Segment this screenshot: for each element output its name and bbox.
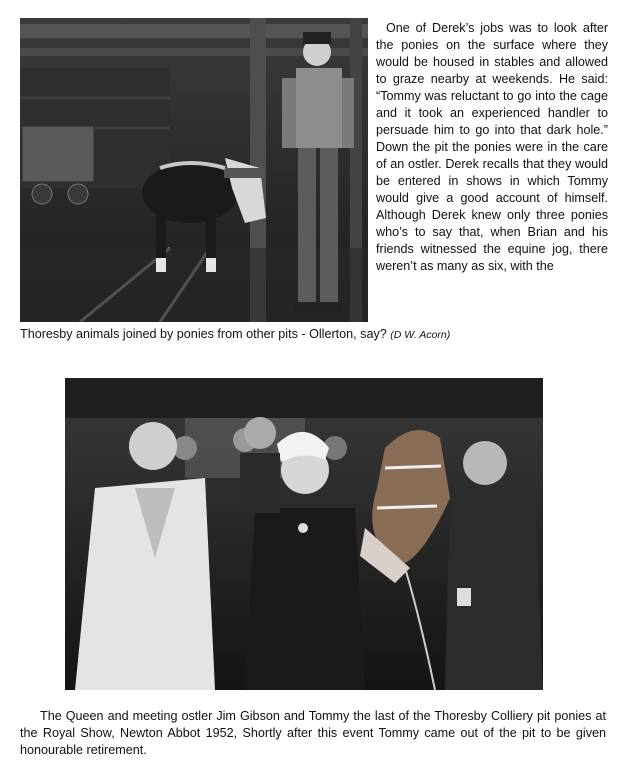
paragraph-line: witnessed the equine jog, there <box>420 242 609 256</box>
paragraph-last-line: Thoresby animals joined by ponies from other pits - Ollerton, say? <box>20 327 387 341</box>
paragraph-line: weren’t as many as six, with the <box>376 259 554 273</box>
photo-caption: The Queen and meeting ostler Jim Gibson and Tommy the last of the Thoresby Colliery pit ponies at the Royal Show, Newton Abbot 1952, Shortly after this event Tommy came out of the pit to be given honourable retirement. <box>20 709 606 757</box>
paragraph-line: account of himself. Although Derek <box>376 191 609 222</box>
paragraph-line: took an experienced handler to <box>418 106 608 120</box>
paragraph-line: where they would be housed in <box>376 38 609 69</box>
paragraph-line: that, when Brian and his friends <box>376 225 609 256</box>
paragraph-line: knew only three ponies who’s to say <box>376 208 608 239</box>
article-paragraph <box>376 20 608 275</box>
photo-credit: (D W. Acorn) <box>390 329 451 341</box>
paragraph-line: persuade him to go into that dark <box>376 123 572 137</box>
paragraph-line: in which Tommy would give a good <box>376 174 608 205</box>
miner-with-pony-photo <box>20 18 368 322</box>
paragraph-line: hole.” Down the pit the ponies were <box>376 123 609 154</box>
paragraph-line: stables and allowed to graze nearby <box>376 55 608 86</box>
article-paragraph-end <box>20 326 620 344</box>
paragraph-line: at weekends. He said: “Tommy was <box>376 72 608 103</box>
paragraph-line: reluctant to go into the cage and it <box>376 89 608 120</box>
paragraph-line: that they would be entered in shows <box>376 157 609 188</box>
queen-meeting-ostler-photo <box>65 378 543 690</box>
paragraph-line: One of Derek’s jobs was to look <box>386 21 577 35</box>
paragraph-line: in the care of an ostler. Derek recalls <box>376 140 609 171</box>
paragraph-line: after the ponies on the surface <box>376 21 609 52</box>
